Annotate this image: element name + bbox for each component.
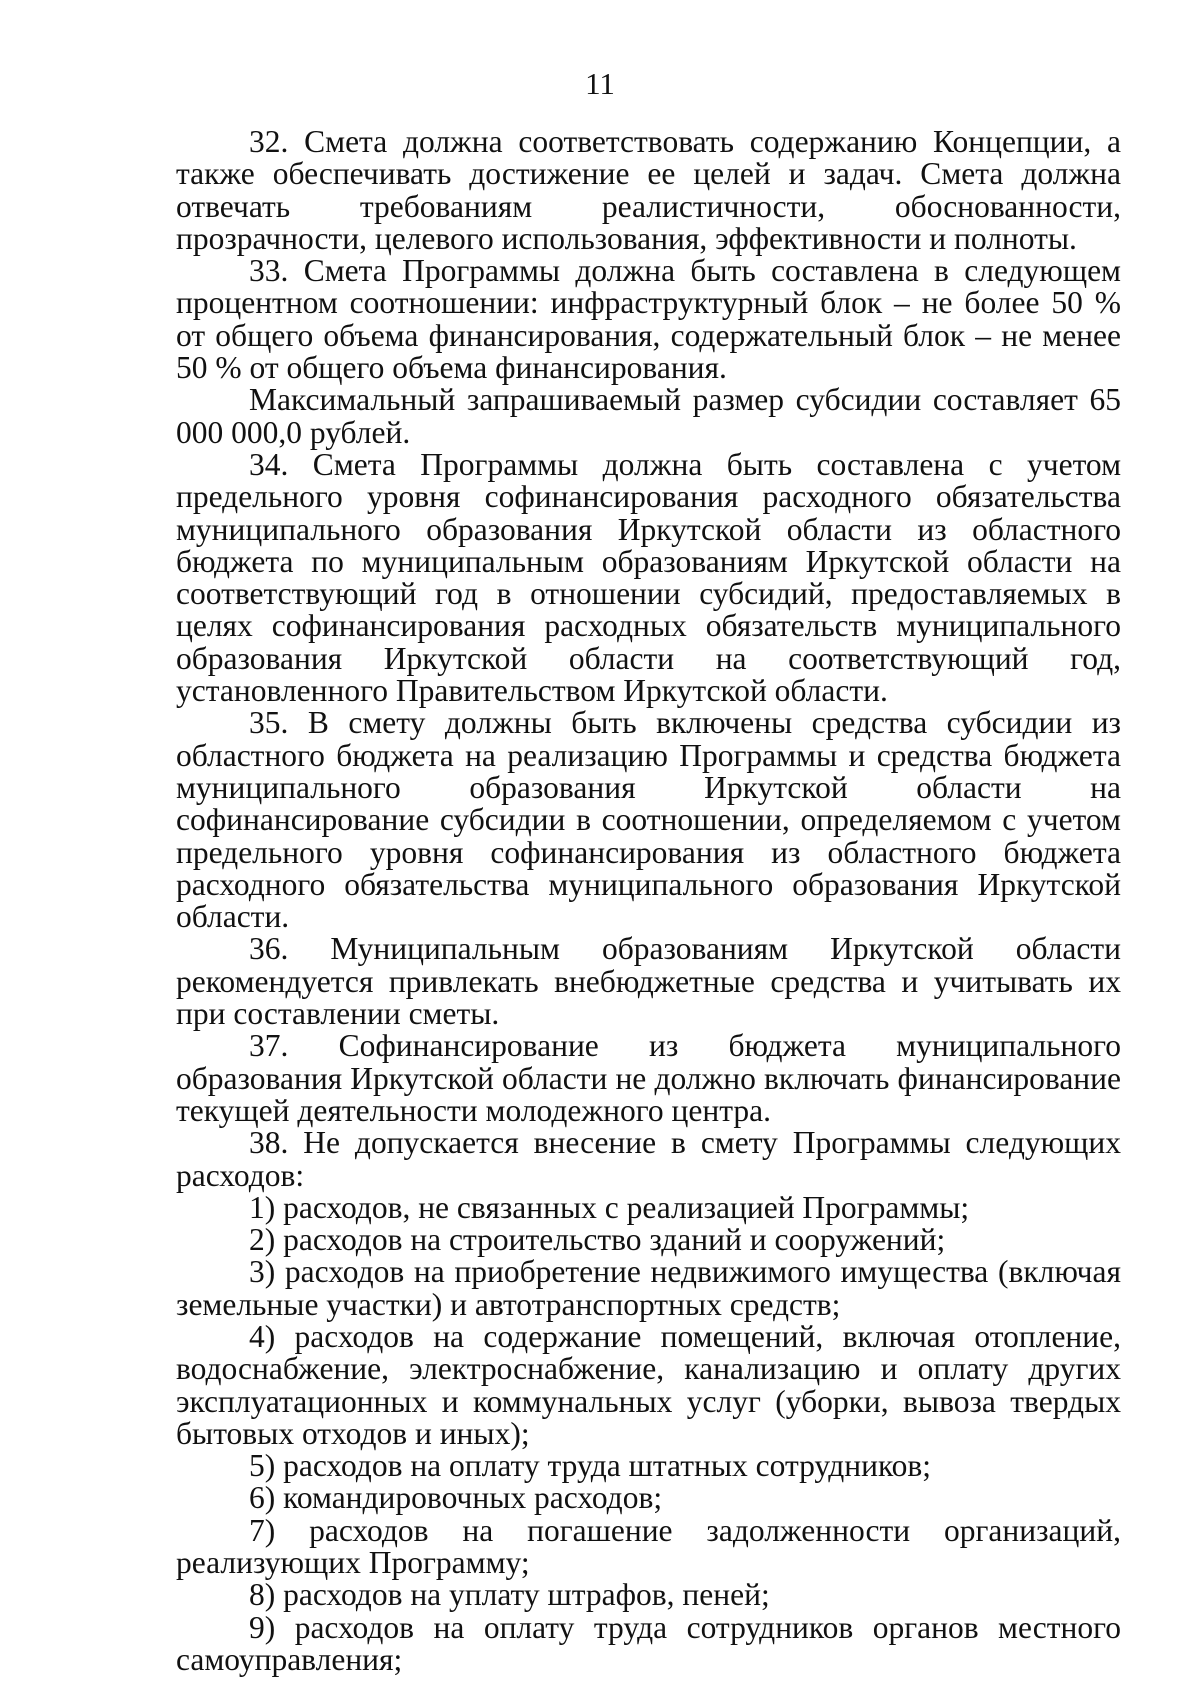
paragraph-max-subsidy: Максимальный запрашиваемый размер субсидии составляет 65 000 000,0 рублей. <box>176 382 1121 450</box>
list-item-8: 8) расходов на уплату штрафов, пеней; <box>249 1577 770 1613</box>
list-item-5: 5) расходов на оплату труда штатных сотрудников; <box>249 1448 932 1484</box>
list-item-3: 3) расходов на приобретение недвижимого имущества (включая земельные участки) и автотранспортных средств; <box>176 1254 1121 1322</box>
list-item-4: 4) расходов на содержание помещений, включая отопление, водоснабжение, электроснабжение, канализацию и оплату других эксплуатационных и коммунальных услуг (уборки, вывоза твердых бытовых отходов и иных); <box>176 1318 1121 1451</box>
page-number: 11 <box>585 66 615 101</box>
list-item-6: 6) командировочных расходов; <box>249 1480 663 1516</box>
list-item-7: 7) расходов на погашение задолженности организаций, реализующих Программу; <box>176 1512 1121 1581</box>
paragraph-34: 34. Смета Программы должна быть составлена с учетом предельного уровня софинансирования расходного обязательства муниципального образования Иркутской области из областного бюджета по муниципальным образованиям Иркутской области на соответствующий год в отношении субсидий, предоставляемых в целях софинансирования расходных обязательств муниципального образования Иркутской области на соответствующий год, установленного Правительством Иркутской области. <box>176 446 1121 709</box>
document-body <box>176 126 1121 1676</box>
paragraph-32: 32. Смета должна соответствовать содержанию Концепции, а также обеспечивать достижение ее целей и задач. Смета должна отвечать требованиям реалистичности, обоснованности, прозрачности, целевого использования, эффективности и полноты. <box>176 124 1121 256</box>
list-item-1: 1) расходов, не связанных с реализацией Программы; <box>249 1189 970 1225</box>
paragraph-37: 37. Софинансирование из бюджета муниципального образования Иркутской области не должно включать финансирование текущей деятельности молодежного центра. <box>176 1028 1121 1128</box>
paragraph-35: 35. В смету должны быть включены средства субсидии из областного бюджета на реализацию Программы и средства бюджета муниципального образования Иркутской области на софинансирование субсидии в соотношении, определяемом с учетом предельного уровня софинансирования из областного бюджета расходного обязательства муниципального образования Иркутской области. <box>176 705 1121 935</box>
list-item-2: 2) расходов на строительство зданий и сооружений; <box>249 1222 946 1258</box>
paragraph-36: 36. Муниципальным образованиям Иркутской области рекомендуется привлекать внебюджетные средства и учитывать их при составлении сметы. <box>176 931 1121 1032</box>
list-item-9: 9) расходов на оплату труда сотрудников органов местного самоуправления; <box>176 1609 1121 1677</box>
paragraph-33: 33. Смета Программы должна быть составлена в следующем процентном соотношении: инфраструктурный блок – не более 50 % от общего объема финансирования, содержательный блок – не менее 50 % от общего объема финансирования. <box>176 253 1121 386</box>
paragraph-38: 38. Не допускается внесение в смету Программы следующих расходов: <box>176 1125 1121 1193</box>
